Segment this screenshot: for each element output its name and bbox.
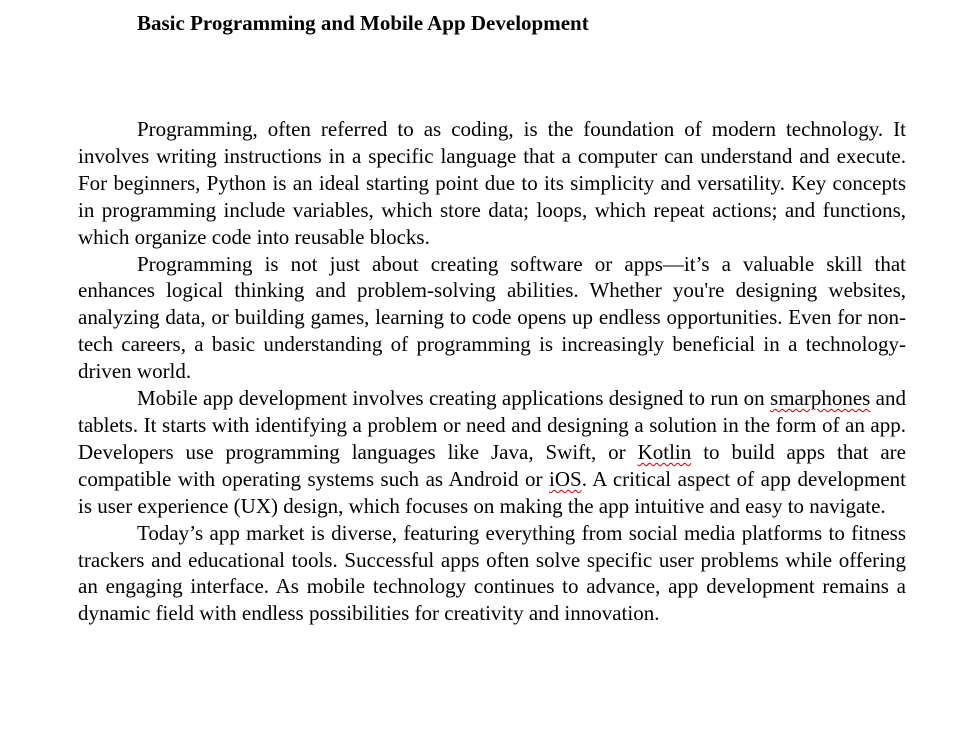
- document-title: Basic Programming and Mobile App Development: [137, 11, 589, 35]
- paragraph-text: Today’s app market is diverse, featuring everything from social media platforms to fitness trackers and educational tools. Successful apps often solve specific user problems while offering an engaging interface. As mobile technology continues to advance, app development remains a dynamic field with endless possibilities for creativity and innovation.: [78, 520, 906, 626]
- misspelled-word[interactable]: iOS: [549, 466, 582, 491]
- paragraph-mobile-development: [78, 385, 906, 520]
- paragraph-text: Mobile app development involves creating applications designed to run on: [137, 386, 771, 411]
- paragraph-text: Programming, often referred to as coding, is the foundation of modern technology. It involves writing instructions in a specific language that a computer can understand and execute. For beginners, Python is an ideal starting point due to its simplicity and versatility. Key concepts in programming include variables, which store data; loops, which repeat actions; and functions, which organize code into reusable blocks.: [78, 117, 906, 249]
- document-body: [78, 116, 906, 627]
- paragraph-text: . A critical aspect of app development is user experience (UX) design, which focuses on making the app intuitive and easy to navigate.: [78, 466, 907, 518]
- paragraph-text: Programming is not just about creating software or apps—it’s a valuable skill that enhances logical thinking and problem-solving abilities. Whether you're designing websites, analyzing data, or building games, learning to code opens up endless opportunities. Even for non-tech careers, a basic understanding of programming is increasingly beneficial in a technology-driven world.: [78, 251, 906, 384]
- paragraph-text: and tablets. It starts with identifying a problem or need and designing a solution in the form of an app. Developers use programming languages like Java, Swift, or: [78, 386, 906, 464]
- paragraph-programming-skill: [78, 251, 906, 386]
- misspelled-word[interactable]: smarphones: [770, 386, 871, 411]
- paragraph-programming-intro: [78, 116, 906, 251]
- paragraph-text: to build apps that are compatible with operating systems such as Android or: [78, 439, 906, 491]
- paragraph-app-market: [78, 520, 906, 628]
- misspelled-word[interactable]: Kotlin: [637, 439, 692, 464]
